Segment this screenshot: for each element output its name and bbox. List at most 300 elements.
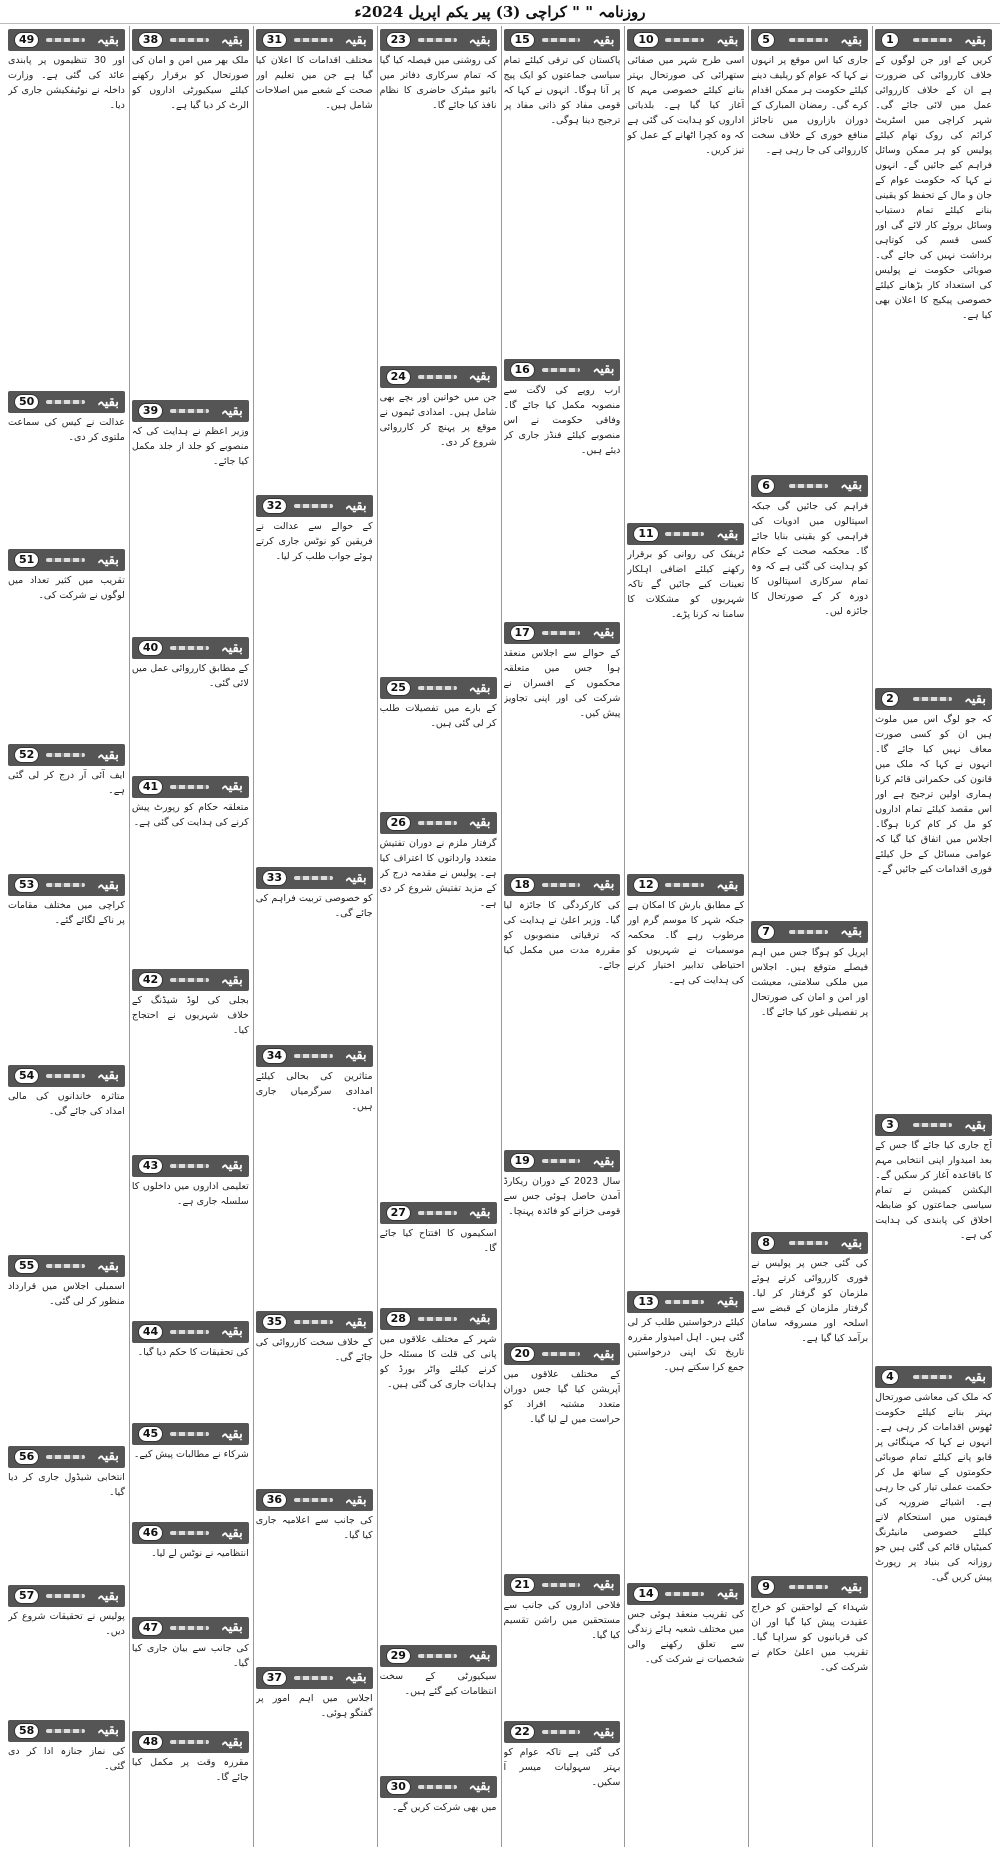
section-number-badge: 2 [881, 691, 899, 707]
continuation-section [256, 1042, 373, 1308]
continuation-section [751, 918, 868, 1230]
section-header-label: بقیہ [344, 1492, 367, 1508]
section-body-text: ٹریفک کی روانی کو برقرار رکھنے کیلئے اضافی اہلکار تعینات کیے جائیں گے تاکہ شہریوں کو مشکلات کا سامنا نہ کرنا پڑے۔ [627, 549, 745, 621]
section-header-banner [8, 1446, 125, 1468]
section-header-label: بقیہ [221, 1620, 243, 1636]
news-column [6, 26, 127, 1847]
section-number-badge: 48 [138, 1734, 163, 1750]
section-body-text: کریں کے اور جن لوگوں کے خلاف کارروائی کی ضرورت ہے ان کے خلاف کارروائی عمل میں لائی جائے گی۔ شہر کراچی میں اسٹریٹ کرائم کی روک تھام کیلئے پولیس کو ہر ممکن وسائل فراہم کیے جائیں گے۔ انہوں نے کہا کہ حکومت عوام کے جان و مال کے تحفظ کو یقینی بنانے کیلئے تمام دستیاب وسائل بروئے کار لائے گی اور کسی قسم کی کوتاہی برداشت نہیں کی جائے گی۔ صوبائی حکومت نے پولیس کی استعداد کار بڑھانے کیلئے خصوصی پیکیج کا اعلان بھی کیا ہے۔ [875, 55, 992, 321]
section-number-badge: 11 [633, 526, 658, 542]
section-header-label: بقیہ [221, 403, 243, 419]
section-header-banner [875, 1114, 992, 1136]
continuation-section [132, 1519, 249, 1614]
section-body-text: کیلئے درخواستیں طلب کر لی گئی ہیں۔ اہل امیدوار مقررہ تاریخ تک اپنی درخواستیں جمع کرا سکتے ہیں۔ [627, 1316, 745, 1373]
section-header-label: بقیہ [97, 1258, 119, 1274]
section-header-banner [627, 1291, 744, 1313]
news-column [872, 26, 994, 1847]
section-number-badge: 5 [757, 32, 775, 48]
continuation-section [504, 356, 621, 619]
section-header-label: بقیہ [592, 32, 615, 48]
section-number-badge: 9 [757, 1579, 775, 1595]
section-number-badge: 16 [510, 362, 535, 378]
section-number-badge: 49 [14, 32, 39, 48]
section-number-badge: 10 [633, 32, 658, 48]
section-header-label: بقیہ [468, 1779, 491, 1795]
section-body-text: کی گئی ہے تاکہ عوام کو بہتر سہولیات میسر آ سکیں۔ [503, 1747, 621, 1789]
section-body-text: کی جانب سے اعلامیہ جاری کیا گیا۔ [255, 1515, 373, 1542]
section-body-text: شہداء کے لواحقین کو خراج عقیدت پیش کیا گیا اور ان کی قربانیوں کو سراہا گیا۔ تقریب میں اعلیٰ حکام نے شرکت کی۔ [751, 1602, 869, 1674]
section-header-banner [380, 366, 497, 388]
section-number-badge: 12 [633, 877, 658, 893]
section-body-text: کے حوالے سے عدالت نے فریقین کو نوٹس جاری کرتے ہوئے جواب طلب کر لیا۔ [255, 521, 373, 563]
section-header-label: بقیہ [840, 32, 863, 48]
section-number-badge: 28 [386, 1311, 411, 1327]
section-header-banner [380, 1308, 497, 1330]
section-header-banner [504, 359, 621, 381]
continuation-section [380, 1773, 497, 1847]
continuation-section [132, 634, 249, 772]
section-number-badge: 39 [138, 403, 163, 419]
section-body-text: ارب روپے کی لاگت سے منصوبہ مکمل کیا جائے گا۔ وفاقی حکومت نے اس منصوبے کیلئے فنڈز جاری کر دیئے ہیں۔ [503, 384, 621, 456]
continuation-section [132, 966, 249, 1152]
continuation-section [627, 26, 744, 520]
section-body-text: ایف آئی آر درج کر لی گئی ہے۔ [8, 770, 125, 797]
section-header-banner [875, 1366, 992, 1388]
section-header-label: بقیہ [840, 1235, 863, 1251]
section-number-badge: 13 [633, 1294, 658, 1310]
section-number-badge: 37 [262, 1670, 287, 1686]
continuation-section [875, 1111, 992, 1363]
section-header-banner [380, 677, 497, 699]
section-header-banner [132, 969, 249, 991]
section-header-label: بقیہ [221, 1734, 243, 1750]
section-body-text: میں بھی شرکت کریں گے۔ [391, 1801, 497, 1813]
section-number-badge: 14 [633, 1586, 658, 1602]
section-header-banner [132, 1731, 249, 1753]
section-number-badge: 20 [510, 1346, 535, 1362]
section-body-text: کے مطابق بارش کا امکان ہے جبکہ شہر کا موسم گرم اور مرطوب رہے گا۔ محکمہ موسمیات نے شہریوں کو احتیاطی تدابیر اختیار کرنے کی ہدایت کی ہے۔ [627, 900, 745, 987]
continuation-section [8, 1252, 125, 1442]
section-header-banner [8, 1585, 125, 1607]
section-body-text: کی تحقیقات کا حکم دیا گیا۔ [137, 1346, 249, 1358]
section-header-banner [8, 1255, 125, 1277]
section-body-text: متاثرہ خاندانوں کی مالی امداد کی جائے گی۔ [8, 1090, 125, 1117]
section-number-badge: 18 [510, 877, 535, 893]
section-header-label: بقیہ [964, 691, 986, 707]
section-body-text: کہ جو لوگ اس میں ملوث ہیں ان کو کسی صورت معاف نہیں کیا جائے گا۔ انہوں نے کہا کہ ملک میں قانون کی حکمرانی قائم کرنا ہماری اولین ترجیح ہے اور اس مقصد کیلئے تمام اداروں کو مل کر کام کرنا ہوگا۔ اجلاس میں اتفاق کیا گیا کہ عوامی مسائل کے حل کیلئے فوری اقدامات کیے جائیں گے۔ [875, 714, 992, 876]
section-body-text: مقررہ وقت پر مکمل کیا جائے گا۔ [131, 1757, 249, 1784]
continuation-columns [6, 26, 994, 1847]
section-body-text: کے مطابق کارروائی عمل میں لائی گئی۔ [131, 663, 249, 690]
continuation-section [751, 1229, 868, 1573]
section-number-badge: 57 [14, 1588, 39, 1604]
continuation-section [8, 871, 125, 1061]
continuation-section [627, 1288, 744, 1580]
section-header-label: بقیہ [468, 1648, 491, 1663]
continuation-section [132, 1728, 249, 1847]
section-number-badge: 29 [386, 1648, 411, 1664]
continuation-section [132, 1318, 249, 1421]
section-header-banner [256, 1667, 373, 1689]
section-header-label: بقیہ [964, 1369, 986, 1385]
section-header-label: بقیہ [97, 1068, 119, 1084]
section-header-label: بقیہ [221, 1158, 243, 1174]
continuation-section [380, 1305, 497, 1642]
section-header-label: بقیہ [716, 1294, 739, 1310]
section-header-banner [8, 29, 125, 51]
continuation-section [380, 26, 497, 363]
continuation-section [380, 809, 497, 1199]
section-body-text: جن میں خواتین اور بچے بھی شامل ہیں۔ امدادی ٹیموں نے موقع پر پہنچ کر کارروائی شروع کر دی۔ [379, 391, 497, 448]
news-column [501, 26, 623, 1847]
section-header-label: بقیہ [221, 1426, 243, 1442]
continuation-section [627, 871, 744, 1287]
section-header-label: بقیہ [468, 815, 491, 831]
continuation-section [8, 1582, 125, 1717]
section-header-banner [8, 874, 125, 896]
section-number-badge: 50 [14, 394, 39, 410]
continuation-section [8, 1443, 125, 1582]
section-header-banner [132, 776, 249, 798]
section-number-badge: 44 [138, 1324, 163, 1340]
continuation-section [504, 871, 621, 1147]
section-header-label: بقیہ [221, 972, 243, 988]
section-header-banner [751, 921, 868, 943]
section-number-badge: 19 [510, 1153, 535, 1169]
section-header-label: بقیہ [221, 779, 243, 795]
section-header-label: بقیہ [97, 1588, 119, 1604]
section-number-badge: 56 [14, 1449, 39, 1465]
section-header-banner [132, 1321, 249, 1343]
section-header-label: بقیہ [840, 924, 863, 939]
section-number-badge: 31 [262, 32, 287, 48]
section-header-banner [751, 475, 868, 497]
section-header-banner [132, 1423, 249, 1445]
section-header-label: بقیہ [97, 394, 119, 410]
section-number-badge: 17 [510, 625, 535, 641]
section-header-label: بقیہ [97, 747, 119, 763]
continuation-section [504, 1718, 621, 1847]
section-body-text: تقریب میں کثیر تعداد میں لوگوں نے شرکت کی۔ [8, 575, 125, 602]
section-number-badge: 54 [14, 1068, 39, 1084]
section-header-label: بقیہ [344, 1048, 367, 1064]
section-header-banner [380, 1776, 497, 1798]
continuation-section [504, 619, 621, 871]
section-body-text: اسمبلی اجلاس میں قرارداد منظور کر لی گئی۔ [8, 1281, 125, 1308]
section-header-label: بقیہ [344, 1314, 367, 1330]
section-header-banner [627, 29, 744, 51]
continuation-section [256, 492, 373, 864]
section-header-label: بقیہ [344, 1670, 367, 1686]
section-header-banner [8, 391, 125, 413]
section-body-text: اجلاس میں اہم امور پر گفتگو ہوئی۔ [255, 1692, 373, 1719]
section-number-badge: 51 [14, 552, 39, 568]
section-body-text: ملک بھر میں امن و امان کی صورتحال کو برقرار رکھنے کیلئے سیکیورٹی اداروں کو الرٹ کر دیا گیا ہے۔ [131, 55, 249, 111]
section-header-banner [380, 1645, 497, 1667]
section-body-text: تعلیمی اداروں میں داخلوں کا سلسلہ جاری ہے۔ [131, 1180, 249, 1207]
section-body-text: عدالت نے کیس کی سماعت ملتوی کر دی۔ [8, 417, 125, 444]
continuation-section [875, 26, 992, 685]
section-header-banner [504, 1150, 621, 1172]
continuation-section [504, 1571, 621, 1719]
section-body-text: کی روشنی میں فیصلہ کیا گیا کہ تمام سرکاری دفاتر میں بائیو میٹرک حاضری کا نظام نافذ کیا جائے گا۔ [379, 55, 497, 111]
section-header-label: بقیہ [716, 1586, 739, 1602]
section-header-banner [504, 874, 621, 896]
section-header-label: بقیہ [592, 625, 615, 641]
section-body-text: فراہم کی جائیں گی جبکہ اسپتالوں میں ادویات کی فراہمی کو یقینی بنایا جائے گا۔ محکمہ صحت کے حکام کو ہدایت کی گئی ہے کہ وہ تمام سرکاری اسپتالوں کا دورہ کر کے صورتحال کا جائزہ لیں۔ [751, 500, 869, 617]
section-header-label: بقیہ [716, 32, 739, 48]
continuation-section [875, 685, 992, 1111]
section-body-text: کہ ملک کی معاشی صورتحال بہتر بنانے کیلئے حکومت ٹھوس اقدامات کر رہی ہے۔ انہوں نے کہا کہ مہنگائی پر قابو پانے کیلئے تمام صوبائی حکومتوں کے ساتھ مل کر حکمت عملی تیار کی جا رہی ہے۔ اشیائے ضروریہ کی قیمتوں میں استحکام لانے کیلئے خصوصی مانیٹرنگ کمیٹیاں قائم کی گئی ہیں جو روزانہ کی بنیاد پر رپورٹ پیش کریں گی۔ [875, 1392, 992, 1584]
section-header-label: بقیہ [716, 877, 739, 893]
section-body-text: انتخابی شیڈول جاری کر دیا گیا۔ [8, 1471, 125, 1498]
section-header-banner [8, 1720, 125, 1742]
section-header-banner [875, 688, 992, 710]
section-body-text: کراچی میں مختلف مقامات پر ناکے لگائے گئے۔ [8, 900, 125, 927]
continuation-section [256, 1308, 373, 1486]
continuation-section [751, 472, 868, 918]
section-header-banner [504, 1574, 621, 1596]
continuation-section [132, 1420, 249, 1519]
section-header-banner [256, 1311, 373, 1333]
section-number-badge: 6 [757, 478, 775, 494]
section-body-text: پولیس نے تحقیقات شروع کر دیں۔ [8, 1611, 125, 1638]
continuation-section [627, 1580, 744, 1847]
section-body-text: اور 30 تنظیموں پر پابندی عائد کی گئی ہے۔ وزارت داخلہ نے نوٹیفکیشن جاری کر دیا۔ [8, 55, 125, 111]
continuation-section [8, 546, 125, 741]
section-header-banner [504, 1721, 621, 1743]
section-header-banner [751, 29, 868, 51]
section-header-label: بقیہ [716, 526, 739, 542]
section-header-label: بقیہ [221, 1525, 243, 1541]
section-header-banner [8, 549, 125, 571]
section-body-text: مختلف اقدامات کا اعلان کیا گیا ہے جن میں تعلیم اور صحت کے شعبے میں اصلاحات شامل ہیں۔ [255, 55, 373, 111]
continuation-section [256, 1664, 373, 1847]
section-body-text: فلاحی اداروں کی جانب سے مستحقین میں راشن تقسیم کیا گیا۔ [503, 1599, 621, 1641]
section-body-text: انتظامیہ نے نوٹس لے لیا۔ [151, 1548, 249, 1560]
section-header-label: بقیہ [840, 1579, 863, 1595]
continuation-section [504, 1340, 621, 1571]
continuation-section [380, 674, 497, 809]
continuation-section [132, 26, 249, 397]
continuation-section [132, 1152, 249, 1318]
section-header-label: بقیہ [468, 1205, 491, 1221]
news-column [253, 26, 375, 1847]
section-number-badge: 36 [262, 1492, 287, 1508]
news-column [748, 26, 870, 1847]
section-number-badge: 55 [14, 1258, 39, 1274]
section-body-text: سیکیورٹی کے سخت انتظامات کیے گئے ہیں۔ [379, 1670, 497, 1697]
section-body-text: کے مختلف علاقوں میں آپریشن کیا گیا جس دوران متعدد مشتبہ افراد کو حراست میں لے لیا گیا۔ [503, 1369, 621, 1426]
section-header-label: بقیہ [221, 32, 243, 48]
section-number-badge: 41 [138, 779, 163, 795]
section-body-text: کی نماز جنازہ ادا کر دی گئی۔ [8, 1745, 125, 1772]
section-header-label: بقیہ [97, 1449, 119, 1465]
section-body-text: سال 2023 کے دوران ریکارڈ آمدن حاصل ہوئی جس سے قومی خزانے کو فائدہ پہنچا۔ [503, 1176, 621, 1218]
continuation-section [875, 1363, 992, 1847]
continuation-section [627, 520, 744, 871]
section-number-badge: 53 [14, 877, 39, 893]
section-header-banner [380, 812, 497, 834]
section-header-banner [132, 29, 249, 51]
continuation-section [256, 864, 373, 1042]
newspaper-masthead: روزنامہ " " کراچی (3) پیر یکم اپریل 2024ء [0, 0, 1000, 24]
section-body-text: شرکاء نے مطالبات پیش کیے۔ [133, 1449, 249, 1461]
section-number-badge: 30 [386, 1779, 411, 1795]
section-header-banner [256, 495, 373, 517]
section-number-badge: 47 [138, 1620, 163, 1636]
section-header-label: بقیہ [468, 680, 491, 696]
section-header-banner [504, 1343, 621, 1365]
section-header-label: بقیہ [468, 369, 491, 385]
continuation-section [380, 363, 497, 675]
section-number-badge: 34 [262, 1048, 287, 1064]
continuation-section [380, 1199, 497, 1305]
continuation-section [8, 741, 125, 871]
section-body-text: کے حوالے سے اجلاس منعقد ہوا جس میں متعلقہ محکموں کے افسران نے شرکت کی اور اپنی تجاویز پیش کیں۔ [503, 647, 621, 719]
section-body-text: متاثرین کی بحالی کیلئے امدادی سرگرمیاں جاری ہیں۔ [255, 1070, 373, 1112]
section-header-label: بقیہ [964, 1117, 986, 1133]
section-header-banner [256, 867, 373, 889]
continuation-section [8, 26, 125, 388]
continuation-section [132, 397, 249, 634]
section-number-badge: 8 [757, 1235, 775, 1251]
continuation-section [256, 26, 373, 492]
section-header-label: بقیہ [97, 877, 119, 893]
section-header-banner [380, 29, 497, 51]
section-header-banner [132, 1522, 249, 1544]
section-header-banner [132, 400, 249, 422]
section-header-label: بقیہ [344, 498, 367, 514]
section-header-banner [751, 1232, 868, 1254]
section-body-text: کے بارے میں تفصیلات طلب کر لی گئی ہیں۔ [379, 703, 497, 730]
section-header-label: بقیہ [592, 877, 615, 893]
section-header-banner [380, 1202, 497, 1224]
section-header-label: بقیہ [344, 32, 367, 48]
continuation-section [132, 773, 249, 967]
section-number-badge: 25 [386, 680, 411, 696]
section-number-badge: 32 [262, 498, 287, 514]
section-body-text: پاکستان کی ترقی کیلئے تمام سیاسی جماعتوں کو ایک پیج پر آنا ہوگا۔ انہوں نے کہا کہ قومی مفاد کو ذاتی مفاد پر ترجیح دینا ہوگی۔ [503, 55, 621, 126]
continuation-section [380, 1642, 497, 1773]
section-header-label: بقیہ [221, 1324, 243, 1340]
section-number-badge: 38 [138, 32, 163, 48]
section-header-label: بقیہ [840, 478, 863, 494]
continuation-section [751, 26, 868, 472]
news-column [129, 26, 251, 1847]
section-number-badge: 52 [14, 747, 39, 763]
section-header-banner [256, 29, 373, 51]
section-header-label: بقیہ [344, 870, 367, 886]
section-body-text: اسکیموں کا افتتاح کیا جائے گا۔ [379, 1227, 497, 1254]
section-header-banner [256, 1489, 373, 1511]
continuation-section [8, 1062, 125, 1252]
section-number-badge: 26 [386, 815, 411, 831]
section-number-badge: 22 [510, 1724, 535, 1740]
section-body-text: گرفتار ملزم نے دوران تفتیش متعدد وارداتوں کا اعتراف کیا ہے۔ پولیس نے مقدمہ درج کر کے مزید تفتیش شروع کر دی ہے۔ [379, 837, 497, 909]
section-body-text: کو خصوصی تربیت فراہم کی جائے گی۔ [255, 893, 373, 920]
section-number-badge: 23 [386, 32, 411, 48]
section-body-text: کے خلاف سخت کارروائی کی جائے گی۔ [255, 1337, 373, 1364]
section-number-badge: 3 [881, 1117, 899, 1133]
section-body-text: اپریل کو ہوگا جس میں اہم فیصلے متوقع ہیں۔ اجلاس میں ملکی سلامتی، معیشت اور امن و امان کی صورتحال پر تفصیلی غور کیا جائے گا۔ [751, 946, 869, 1018]
section-body-text: شہر کے مختلف علاقوں میں پانی کی قلت کا مسئلہ حل کرنے کیلئے واٹر بورڈ کو ہدایات جاری کی گئی ہیں۔ [379, 1333, 497, 1390]
continuation-section [132, 1614, 249, 1729]
section-header-banner [751, 1576, 868, 1598]
continuation-section [504, 1147, 621, 1340]
section-body-text: کی جانب سے بیان جاری کیا گیا۔ [131, 1642, 249, 1669]
section-header-banner [132, 1155, 249, 1177]
section-number-badge: 7 [757, 924, 775, 940]
section-body-text: بجلی کی لوڈ شیڈنگ کے خلاف شہریوں نے احتجاج کیا۔ [131, 995, 249, 1037]
section-number-badge: 15 [510, 32, 535, 48]
section-number-badge: 58 [14, 1723, 39, 1739]
section-header-label: بقیہ [964, 32, 986, 48]
section-number-badge: 35 [262, 1314, 287, 1330]
section-number-badge: 21 [510, 1577, 535, 1593]
section-header-label: بقیہ [468, 1311, 491, 1327]
section-header-banner [504, 29, 621, 51]
section-number-badge: 40 [138, 640, 163, 656]
section-number-badge: 27 [386, 1205, 411, 1221]
section-body-text: اسی طرح شہر میں صفائی ستھرائی کی صورتحال بہتر بنانے کیلئے خصوصی مہم کا آغاز کیا گیا ہے۔ بلدیاتی اداروں کو ہدایت کی گئی ہے کہ وہ کچرا اٹھانے کے عمل کو تیز کریں۔ [627, 55, 745, 156]
section-header-banner [256, 1045, 373, 1067]
section-body-text: کی تقریب منعقد ہوئی جس میں مختلف شعبہ ہائے زندگی سے تعلق رکھنے والی شخصیات نے شرکت کی۔ [627, 1608, 745, 1665]
section-header-banner [627, 523, 744, 545]
section-number-badge: 33 [262, 870, 287, 886]
section-body-text: کی گئی جس پر پولیس نے فوری کارروائی کرتے ہوئے ملزمان کو گرفتار کر لیا۔ گرفتار ملزمان کے قبضے سے اسلحہ اور مسروقہ سامان برآمد کیا گیا ہے۔ [751, 1258, 869, 1345]
section-header-label: بقیہ [592, 1346, 615, 1362]
section-header-label: بقیہ [592, 1577, 615, 1593]
section-number-badge: 1 [881, 32, 899, 48]
section-header-banner [8, 1065, 125, 1087]
continuation-section [8, 388, 125, 546]
continuation-section [256, 1486, 373, 1664]
section-header-banner [627, 874, 744, 896]
section-header-label: بقیہ [97, 32, 119, 48]
section-header-banner [8, 744, 125, 766]
section-header-banner [504, 622, 621, 644]
section-number-badge: 45 [138, 1426, 163, 1442]
section-header-label: بقیہ [592, 362, 615, 378]
news-column [377, 26, 499, 1847]
news-column [624, 26, 746, 1847]
section-body-text: کی کارکردگی کا جائزہ لیا گیا۔ وزیر اعلیٰ نے ہدایت کی کہ ترقیاتی منصوبوں کو مقررہ مدت میں مکمل کیا جائے۔ [503, 899, 621, 971]
section-header-label: بقیہ [468, 32, 491, 48]
section-header-banner [627, 1583, 744, 1605]
continuation-section [504, 26, 621, 356]
section-number-badge: 43 [138, 1158, 163, 1174]
section-body-text: آج جاری کیا جائے گا جس کے بعد امیدوار اپنی انتخابی مہم کا باقاعدہ آغاز کر سکیں گے۔ الیکشن کمیشن نے تمام سیاسی جماعتوں کو ضابطہ اخلاق کی پابندی کی ہدایت کی ہے۔ [875, 1140, 992, 1242]
continuation-section [8, 1717, 125, 1847]
section-header-label: بقیہ [592, 1724, 615, 1740]
section-header-label: بقیہ [97, 552, 119, 568]
section-header-label: بقیہ [221, 640, 243, 656]
section-header-label: بقیہ [97, 1723, 119, 1739]
section-body-text: متعلقہ حکام کو رپورٹ پیش کرنے کی ہدایت کی گئی ہے۔ [131, 801, 249, 828]
section-header-banner [875, 29, 992, 51]
section-header-banner [132, 1617, 249, 1639]
section-header-label: بقیہ [592, 1153, 615, 1169]
section-number-badge: 42 [138, 972, 163, 988]
section-number-badge: 24 [386, 369, 411, 385]
section-header-banner [132, 637, 249, 659]
section-body-text: وزیر اعظم نے ہدایت کی کہ منصوبے کو جلد از جلد مکمل کیا جائے۔ [131, 426, 249, 468]
section-number-badge: 46 [138, 1525, 163, 1541]
continuation-section [751, 1573, 868, 1847]
section-body-text: جاری کیا اس موقع پر انہوں نے کہا کہ عوام کو ریلیف دینے کیلئے حکومت ہر ممکن اقدام کرے گی۔ رمضان المبارک کے دوران بازاروں میں ناجائز منافع خوری کے خلاف سخت کارروائی کی جا رہی ہے۔ [751, 55, 869, 156]
section-number-badge: 4 [881, 1369, 899, 1385]
